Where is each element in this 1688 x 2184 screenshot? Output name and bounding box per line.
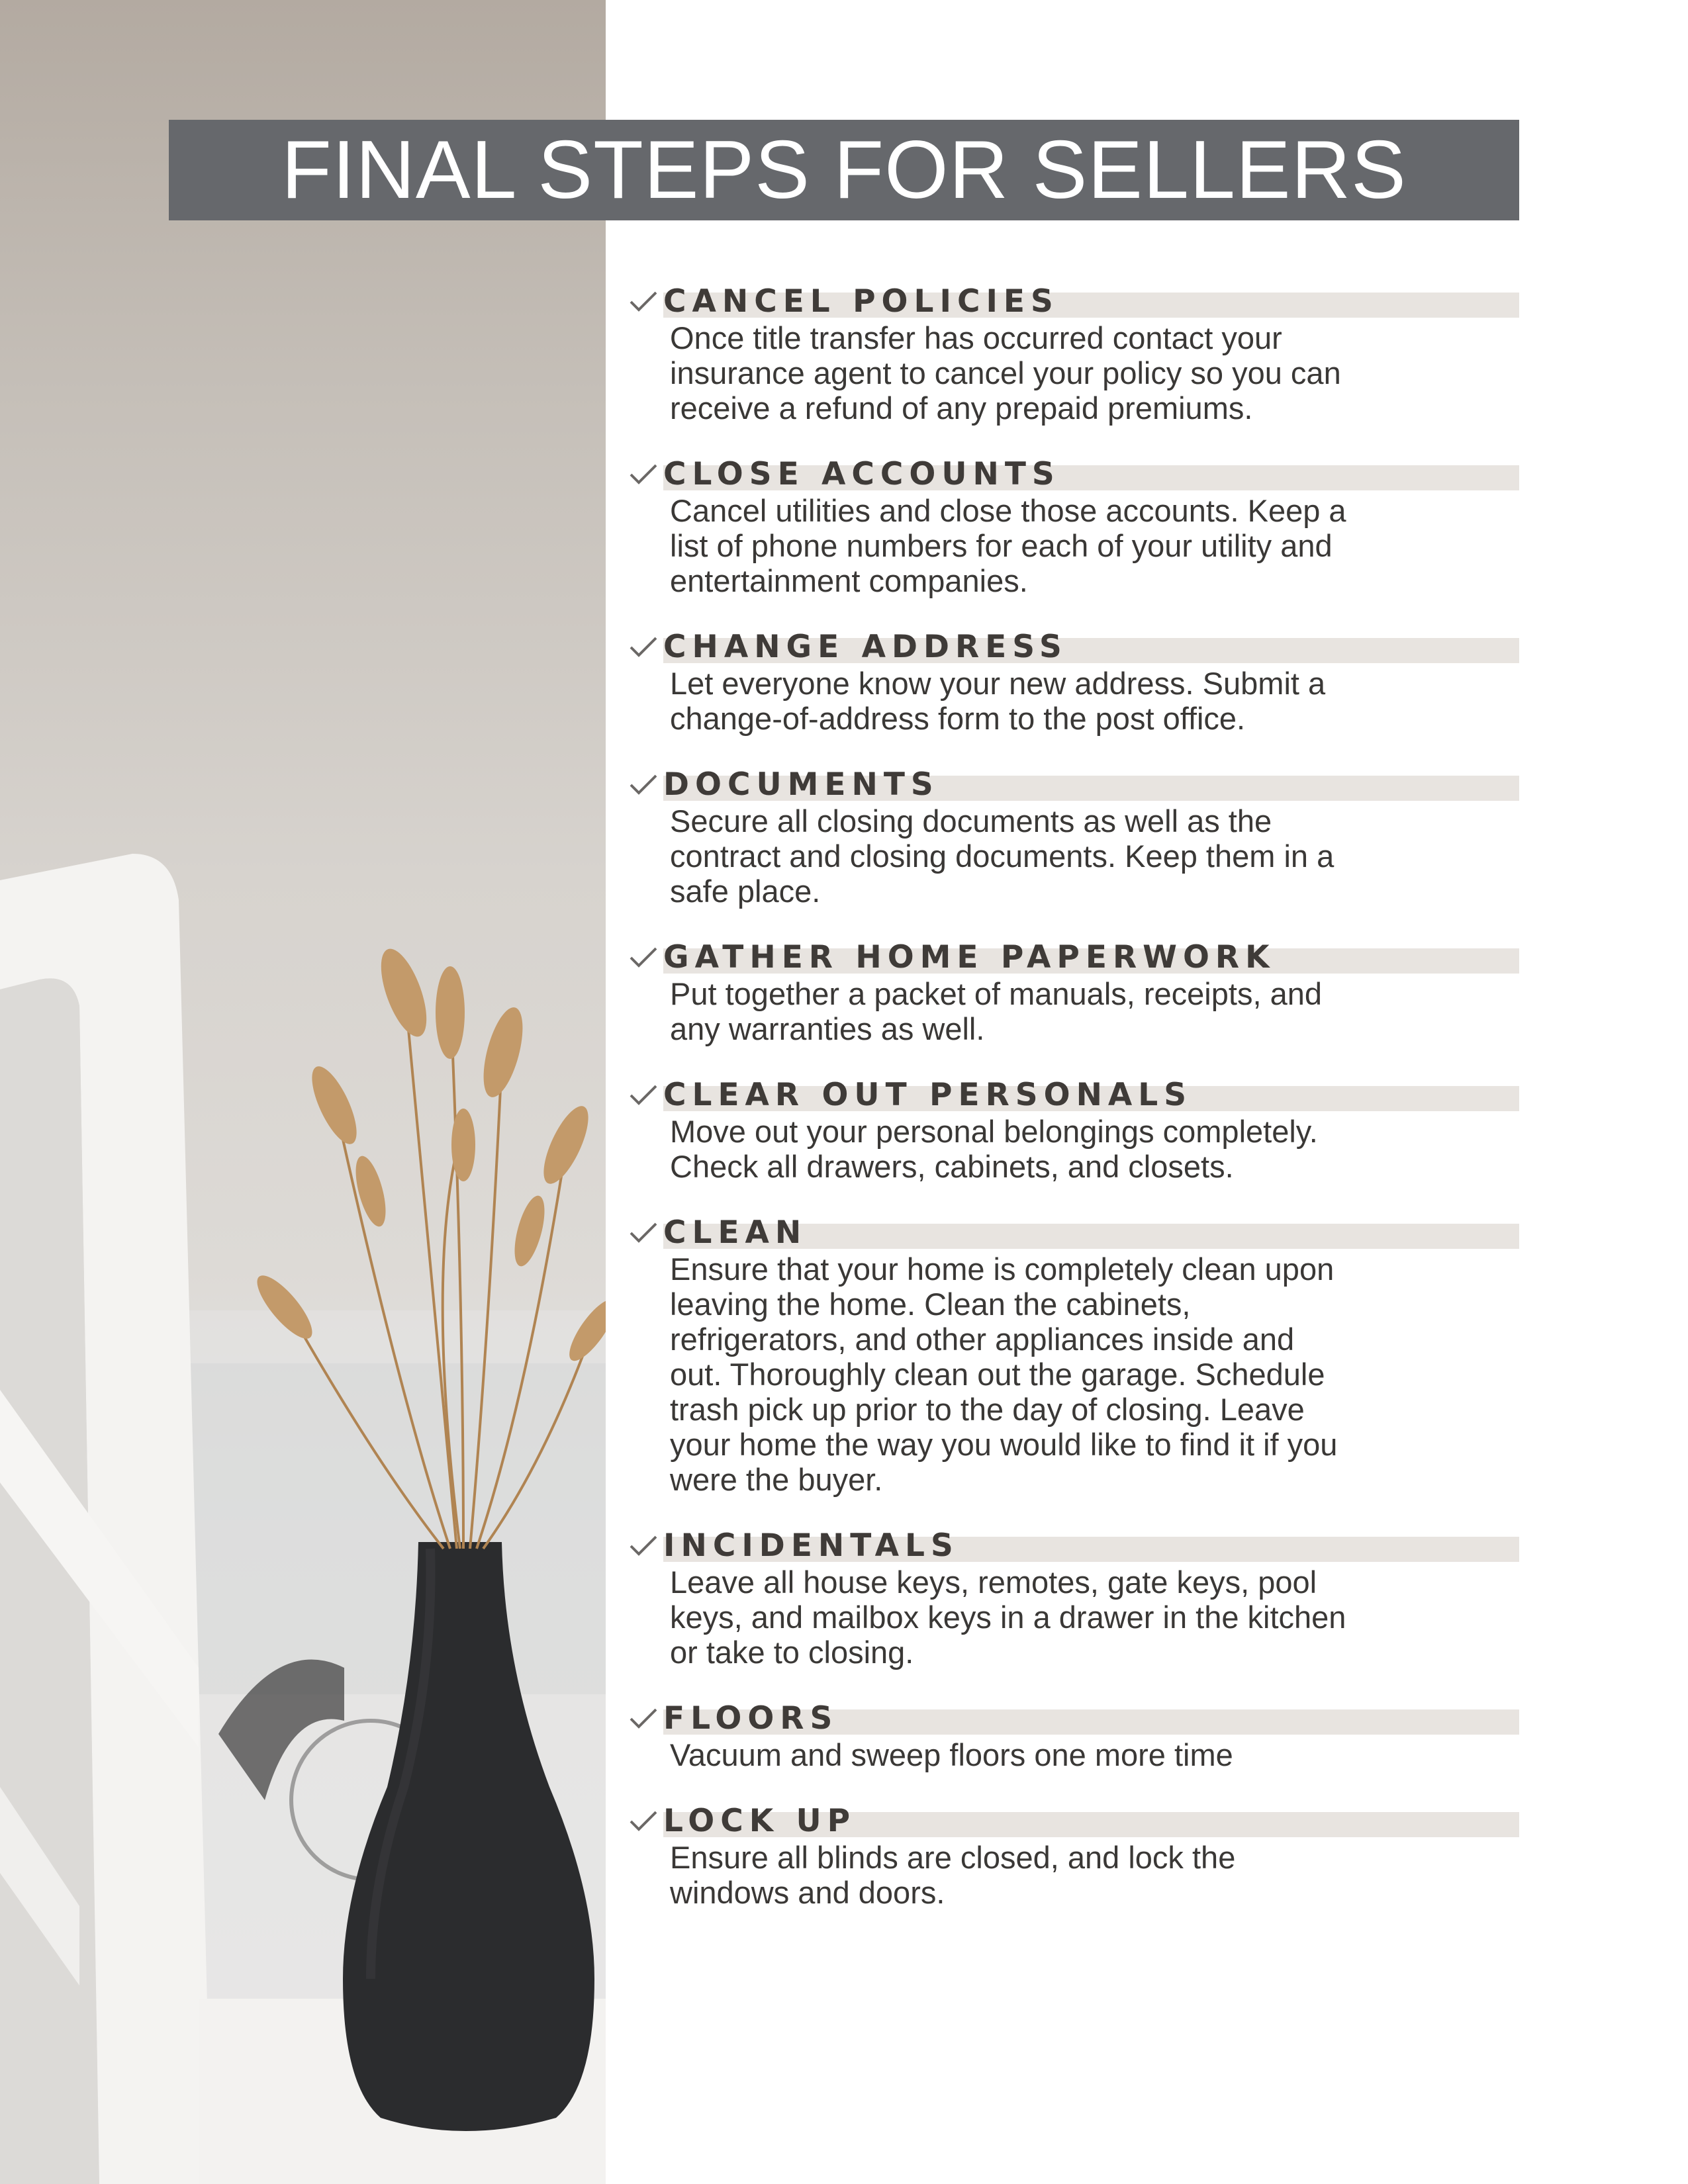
dried-flowers-vase-photo — [0, 0, 606, 2184]
checklist-item-close-accounts — [629, 457, 1519, 598]
checklist-description: Once title transfer has occurred contact your insurance agent to cancel your policy so you can receive a refund of any prepaid premiums. — [670, 320, 1341, 426]
checkmark-icon — [629, 773, 658, 797]
checklist-description: Let everyone know your new address. Submit a change-of-address form to the post office. — [670, 666, 1326, 736]
checklist-heading: CHANGE ADDRESS — [663, 629, 1068, 665]
checkmark-icon — [629, 1534, 658, 1558]
checklist-description: Cancel utilities and close those accounts. Keep a list of phone numbers for each of your utility and entertainment companies. — [670, 493, 1346, 598]
checklist-item-gather-home-paperwork — [629, 940, 1519, 1046]
checklist-description: Put together a packet of manuals, receipts, and any warranties as well. — [670, 976, 1322, 1046]
checklist-description: Secure all closing documents as well as the contract and closing documents. Keep them in a safe place. — [670, 803, 1335, 909]
checklist-description: Ensure that your home is completely clean upon leaving the home. Clean the cabinets, refrigerators, and other appliances inside and out. Thoroughly clean out the garage. Schedule trash pick up prior to the day of closing. Leave your home the way you would like to find it if you were the buyer. — [670, 1251, 1338, 1497]
checkmark-icon — [629, 1809, 658, 1833]
checklist-item-cancel-policies — [629, 285, 1519, 426]
seller-checklist — [629, 285, 1519, 1942]
checklist-item-clear-out-personals — [629, 1078, 1519, 1184]
checklist-item-documents — [629, 768, 1519, 909]
checklist-heading: CLEAR OUT PERSONALS — [663, 1077, 1193, 1113]
checklist-item-change-address — [629, 630, 1519, 736]
checkmark-icon — [629, 946, 658, 970]
checklist-description: Leave all house keys, remotes, gate keys, pool keys, and mailbox keys in a drawer in the kitchen or take to closing. — [670, 1565, 1346, 1670]
photo-illustration — [0, 0, 606, 2184]
title-banner — [169, 120, 1519, 220]
checklist-item-floors — [629, 1702, 1519, 1772]
checklist-heading: CANCEL POLICIES — [663, 283, 1059, 320]
checklist-heading: FLOORS — [663, 1700, 839, 1737]
checklist-heading: LOCK UP — [663, 1803, 857, 1839]
checklist-item-incidentals — [629, 1529, 1519, 1670]
page-title: FINAL STEPS FOR SELLERS — [281, 124, 1407, 216]
checklist-description: Ensure all blinds are closed, and lock the windows and doors. — [670, 1840, 1236, 1910]
checklist-heading: CLEAN — [663, 1214, 808, 1251]
checklist-description: Move out your personal belongings completely. Check all drawers, cabinets, and closets. — [670, 1114, 1318, 1184]
checklist-heading: CLOSE ACCOUNTS — [663, 456, 1060, 492]
checklist-heading: DOCUMENTS — [663, 766, 939, 803]
checkmark-icon — [629, 290, 658, 314]
checkmark-icon — [629, 1083, 658, 1107]
checkmark-icon — [629, 1221, 658, 1245]
checkmark-icon — [629, 463, 658, 486]
checkmark-icon — [629, 635, 658, 659]
checklist-item-lock-up — [629, 1804, 1519, 1910]
checklist-heading: INCIDENTALS — [663, 1527, 959, 1564]
checkmark-icon — [629, 1707, 658, 1731]
checklist-description: Vacuum and sweep floors one more time — [670, 1737, 1233, 1772]
checklist-item-clean — [629, 1216, 1519, 1497]
checklist-heading: GATHER HOME PAPERWORK — [663, 939, 1276, 976]
